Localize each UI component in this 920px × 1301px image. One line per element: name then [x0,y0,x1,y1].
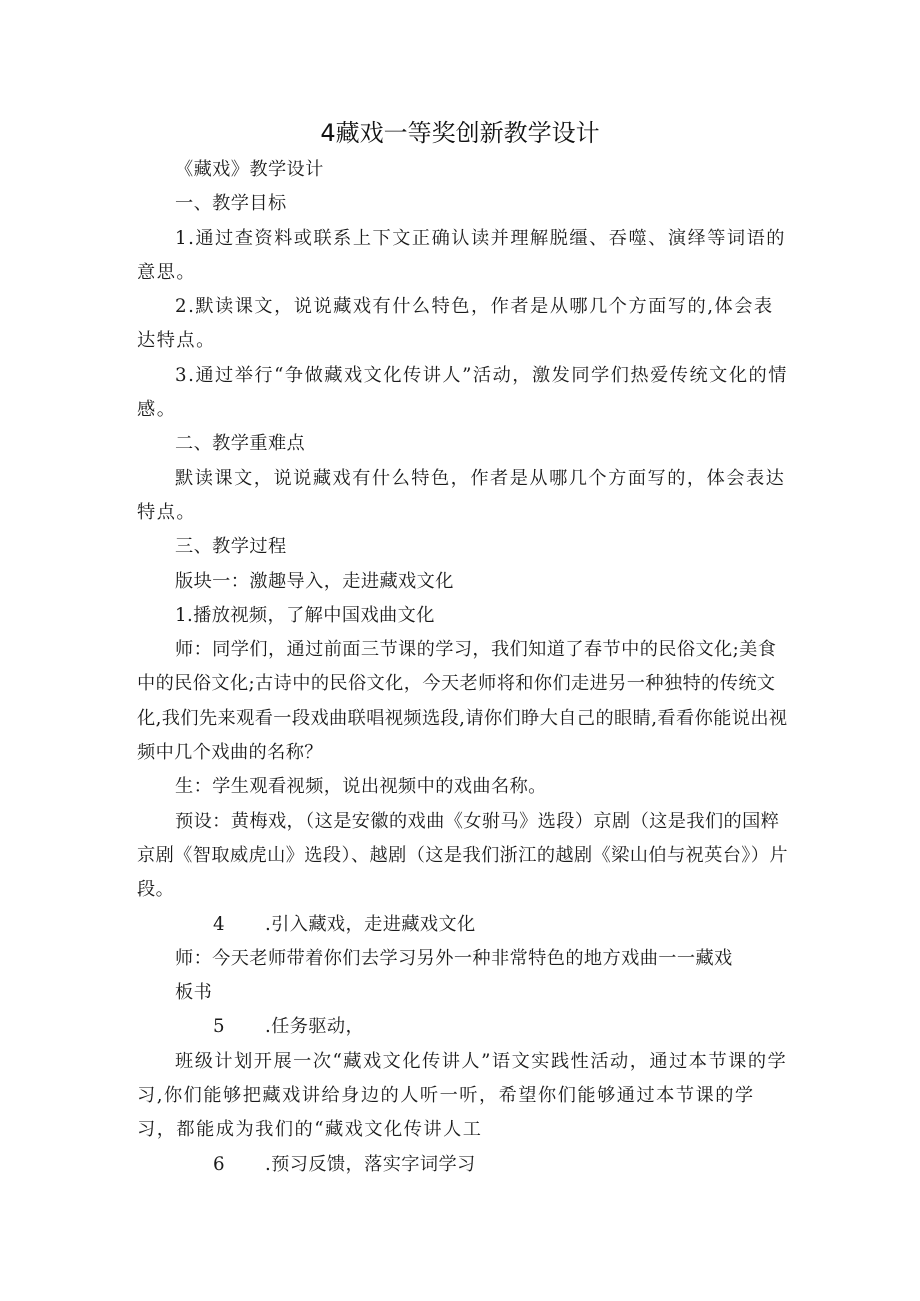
step-text: .预习反馈，落实字词学习 [264,1153,476,1175]
key-points-heading: 二、教学重难点 [175,433,306,455]
teacher-paragraph: 师：同学们，通过前面三节课的学习，我们知道了春节中的民俗文化;美食中的民俗文化;古诗中的民俗文化，今天老师将和你们走进另一种独特的传统文化,我们先来观看一段戏曲联唱视频选段,请你们睁大自己的眼睛,看看你能说出视频中几个戏曲的名称？ [137,639,788,764]
step-1: 1.播放视频，了解中国戏曲文化 [175,604,435,626]
board-note: 板书 [175,982,213,1004]
document-body [137,153,793,1182]
step-4 [137,908,793,942]
student-paragraph: 生：学生观看视频，说出视频中的戏曲名称。 [175,776,547,798]
objective-item: 2.默读课文，说说藏戏有什么特色，作者是从哪几个方面写的,体会表达特点。 [137,296,774,352]
step-number: 5 [213,1016,225,1038]
lesson-subtitle: 《藏戏》教学设计 [175,159,324,180]
step-number: 6 [213,1153,225,1175]
step-text: .引入藏戏，走进藏戏文化 [264,913,476,935]
step-6 [137,1148,793,1182]
objective-item: 1.通过查资料或联系上下文正确认读并理解脱缰、吞噬、演绎等词语的意思。 [137,227,786,283]
preset-paragraph: 预设：黄梅戏，（这是安徽的戏曲《女驸马》选段）京剧（这是我们的国粹京剧《智取威虎山》选段）、越剧（这是我们浙江的越剧《梁山伯与祝英台》）片段。 [137,810,788,901]
task-paragraph: 班级计划开展一次“藏戏文化传讲人”语文实践性活动，通过本节课的学习,你们能够把藏戏讲给身边的人听一听，希望你们能够通过本节课的学习，都能成为我们的“藏戏文化传讲人工 [137,1050,788,1141]
key-points-text: 默读课文，说说藏戏有什么特色，作者是从哪几个方面写的，体会表达特点。 [137,467,786,523]
teacher-paragraph: 师：今天老师带着你们去学习另外一种非常特色的地方戏曲一一藏戏 [175,947,733,969]
step-text: .任务驱动， [264,1016,365,1038]
step-5 [137,1010,793,1044]
step-number: 4 [213,913,225,935]
objective-item: 3.通过举行“争做藏戏文化传讲人”活动，激发同学们热爱传统文化的情感。 [137,364,788,421]
process-heading: 三、教学过程 [175,536,287,558]
block1-heading: 版块一：激趣导入，走进藏戏文化 [175,570,454,592]
document-title: 4藏戏一等奖创新教学设计 [320,119,600,147]
objectives-heading: 一、教学目标 [175,193,287,215]
